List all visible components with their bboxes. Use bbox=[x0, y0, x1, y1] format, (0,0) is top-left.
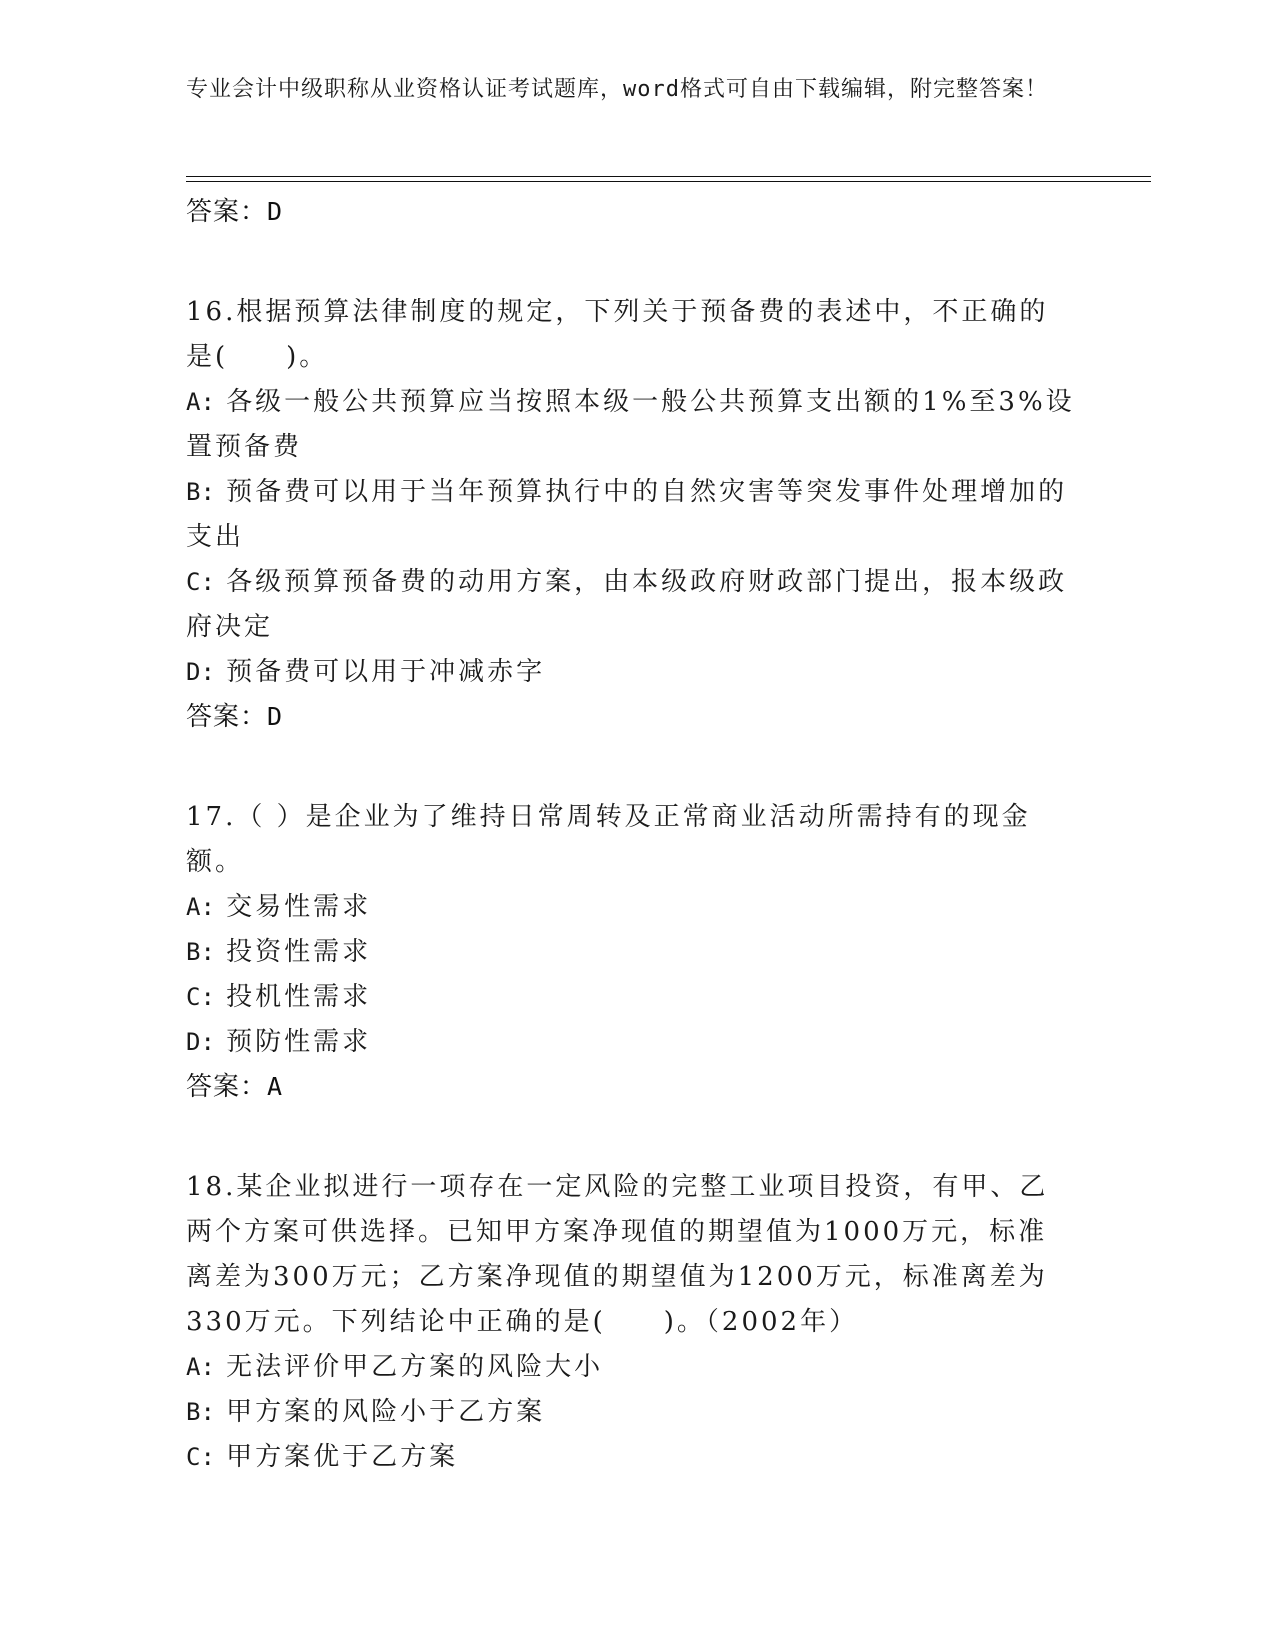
option-item bbox=[186, 975, 1076, 1020]
option-letter: A: bbox=[186, 388, 215, 416]
option-item bbox=[186, 1345, 1076, 1390]
option-item bbox=[186, 1390, 1076, 1435]
option-letter: C: bbox=[186, 568, 215, 596]
answer-value: D bbox=[267, 702, 284, 731]
answer-label: 答案： bbox=[186, 702, 268, 732]
option-text: 投资性需求 bbox=[226, 937, 372, 967]
option-letter: C: bbox=[186, 1443, 215, 1471]
option-text: 各级一般公共预算应当按照本级一般公共预算支出额的1%至3%设置预备费 bbox=[186, 387, 1075, 462]
option-text: 各级预算预备费的动用方案，由本级政府财政部门提出，报本级政府决定 bbox=[186, 567, 1068, 642]
option-letter: B: bbox=[186, 478, 215, 506]
question-block bbox=[186, 795, 1076, 1109]
question-block bbox=[186, 290, 1076, 739]
option-text: 预防性需求 bbox=[226, 1027, 372, 1057]
option-item bbox=[186, 930, 1076, 975]
option-text: 预备费可以用于冲减赤字 bbox=[226, 657, 546, 687]
option-text: 无法评价甲乙方案的风险大小 bbox=[226, 1352, 604, 1382]
option-letter: A: bbox=[186, 893, 215, 921]
answer-value: A bbox=[267, 1072, 284, 1101]
question-block bbox=[186, 1165, 1076, 1480]
option-item bbox=[186, 885, 1076, 930]
option-text: 甲方案的风险小于乙方案 bbox=[226, 1397, 546, 1427]
option-text: 投机性需求 bbox=[226, 982, 372, 1012]
option-text: 交易性需求 bbox=[226, 892, 372, 922]
header-rule-bottom bbox=[186, 181, 1151, 182]
header-rule-top bbox=[186, 176, 1151, 177]
option-item bbox=[186, 1435, 1076, 1480]
answer-label: 答案： bbox=[186, 197, 268, 227]
answer-line bbox=[186, 1065, 1076, 1109]
question-stem: 18.某企业拟进行一项存在一定风险的完整工业项目投资，有甲、乙两个方案可供选择。已知甲方案净现值的期望值为1000万元，标准离差为300万元；乙方案净现值的期望值为1200万元，标准离差为330万元。下列结论中正确的是( )。（2002年） bbox=[186, 1172, 1049, 1337]
option-letter: C: bbox=[186, 983, 215, 1011]
option-letter: B: bbox=[186, 1398, 215, 1426]
page-header: 专业会计中级职称从业资格认证考试题库，word格式可自由下载编辑，附完整答案！ bbox=[186, 77, 1048, 102]
option-item bbox=[186, 470, 1076, 560]
option-text: 甲方案优于乙方案 bbox=[226, 1442, 459, 1472]
option-item bbox=[186, 1020, 1076, 1065]
option-letter: D: bbox=[186, 1028, 215, 1056]
answer-line bbox=[186, 190, 1076, 234]
answer-line bbox=[186, 695, 1076, 739]
option-letter: A: bbox=[186, 1353, 215, 1381]
question-stem: 16.根据预算法律制度的规定，下列关于预备费的表述中，不正确的是( )。 bbox=[186, 297, 1049, 372]
answer-value: D bbox=[267, 197, 284, 226]
option-item bbox=[186, 650, 1076, 695]
option-item bbox=[186, 560, 1076, 650]
question-list bbox=[186, 190, 1076, 1480]
option-letter: D: bbox=[186, 658, 215, 686]
option-item bbox=[186, 380, 1076, 470]
answer-label: 答案： bbox=[186, 1072, 268, 1102]
option-text: 预备费可以用于当年预算执行中的自然灾害等突发事件处理增加的支出 bbox=[186, 477, 1068, 552]
question-stem: 17.（ ）是企业为了维持日常周转及正常商业活动所需持有的现金额。 bbox=[186, 802, 1031, 877]
option-letter: B: bbox=[186, 938, 215, 966]
